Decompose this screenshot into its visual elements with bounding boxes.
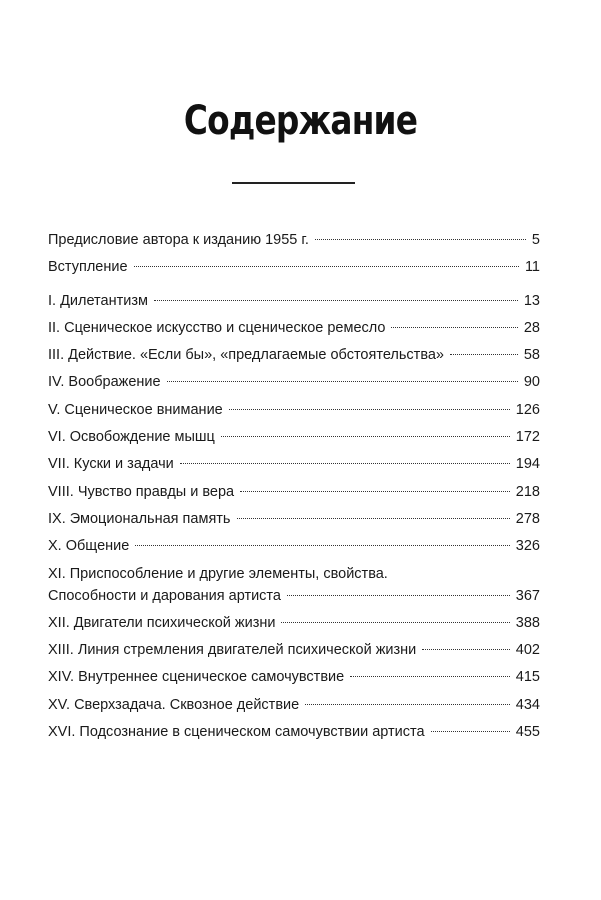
toc-entry[interactable] (48, 585, 540, 612)
toc-entry-line (48, 563, 540, 585)
toc-entry[interactable] (48, 508, 540, 535)
toc-entry-label: X. Общение (48, 538, 130, 555)
toc-entry[interactable] (48, 317, 540, 344)
toc-page-number: 28 (523, 319, 540, 336)
toc-page-number: 367 (515, 587, 540, 604)
toc-entry-label: IX. Эмоциональная память (48, 510, 231, 527)
dot-leader (391, 327, 517, 328)
toc-page-number: 326 (515, 538, 540, 555)
toc-entry-label: II. Сценическое искусство и сценическое ремесло (48, 319, 386, 336)
dot-leader (315, 239, 526, 240)
toc-page-number: 402 (515, 642, 540, 659)
toc-entry[interactable] (48, 694, 540, 721)
toc-entry-label: V. Сценическое внимание (48, 401, 223, 418)
toc-entry-label: VII. Куски и задачи (48, 456, 174, 473)
dot-leader (135, 545, 509, 546)
toc-entry[interactable] (48, 229, 540, 256)
dot-leader (221, 436, 510, 437)
toc-entry[interactable] (48, 481, 540, 508)
toc-page-number: 415 (515, 669, 540, 686)
dot-leader (180, 463, 510, 464)
dot-leader (134, 266, 519, 267)
toc-page-number: 90 (523, 374, 540, 391)
dot-leader (350, 676, 510, 677)
toc-page-number: 11 (524, 259, 540, 276)
table-of-contents (48, 229, 540, 748)
dot-leader (450, 354, 518, 355)
dot-leader (240, 491, 510, 492)
toc-entry-label: III. Действие. «Если бы», «предлагаемые обстоятельства» (48, 347, 444, 364)
toc-entry[interactable] (48, 535, 540, 562)
toc-entry-label: XVI. Подсознание в сценическом самочувствии артиста (48, 724, 425, 741)
page-title: Содержание (183, 98, 418, 144)
toc-page-number: 194 (515, 456, 540, 473)
dot-leader (305, 704, 510, 705)
toc-page-number: 5 (531, 232, 540, 248)
dot-leader (154, 300, 518, 301)
toc-page-number: 218 (515, 483, 540, 500)
toc-entry[interactable] (48, 344, 540, 371)
toc-entry-label: Вступление (48, 259, 128, 276)
toc-page-number: 388 (515, 614, 540, 631)
dot-leader (422, 649, 510, 650)
toc-entry-label: VIII. Чувство правды и вера (48, 483, 235, 500)
toc-page-number: 58 (523, 347, 540, 364)
toc-entry-label: XV. Сверхзадача. Сквозное действие (48, 696, 300, 713)
toc-entry[interactable] (48, 371, 540, 398)
toc-page-number: 278 (515, 510, 540, 527)
toc-entry[interactable] (48, 290, 540, 317)
toc-page-number: 455 (515, 724, 540, 741)
toc-entry[interactable] (48, 426, 540, 453)
toc-page-number: 13 (523, 292, 540, 309)
toc-entry[interactable] (48, 256, 540, 283)
toc-entry[interactable] (48, 612, 540, 639)
toc-page-number: 434 (515, 696, 540, 713)
toc-entry-label: VI. Освобождение мышц (48, 429, 215, 446)
toc-entry-label: Предисловие автора к изданию 1955 г. (48, 232, 309, 248)
title-divider (232, 182, 355, 184)
toc-page-number: 126 (515, 401, 540, 418)
toc-entry-label: XI. Приспособление и другие элементы, свойства. (48, 565, 388, 582)
dot-leader (167, 381, 518, 382)
dot-leader (229, 409, 510, 410)
toc-entry[interactable] (48, 721, 540, 748)
toc-entry-label: XII. Двигатели психической жизни (48, 614, 276, 631)
toc-entry-label: Способности и дарования артиста (48, 587, 281, 604)
dot-leader (431, 731, 510, 732)
toc-entry-label: I. Дилетантизм (48, 292, 148, 309)
toc-entry[interactable] (48, 666, 540, 693)
toc-entry-label: XIV. Внутреннее сценическое самочувствие (48, 669, 345, 686)
toc-entry[interactable] (48, 399, 540, 426)
dot-leader (281, 622, 509, 623)
dot-leader (287, 595, 510, 596)
dot-leader (237, 518, 510, 519)
toc-page-number: 172 (515, 429, 540, 446)
toc-entry[interactable] (48, 639, 540, 666)
toc-entry[interactable] (48, 453, 540, 480)
toc-entry-label: IV. Воображение (48, 374, 161, 391)
toc-entry-label: XIII. Линия стремления двигателей психической жизни (48, 642, 417, 659)
